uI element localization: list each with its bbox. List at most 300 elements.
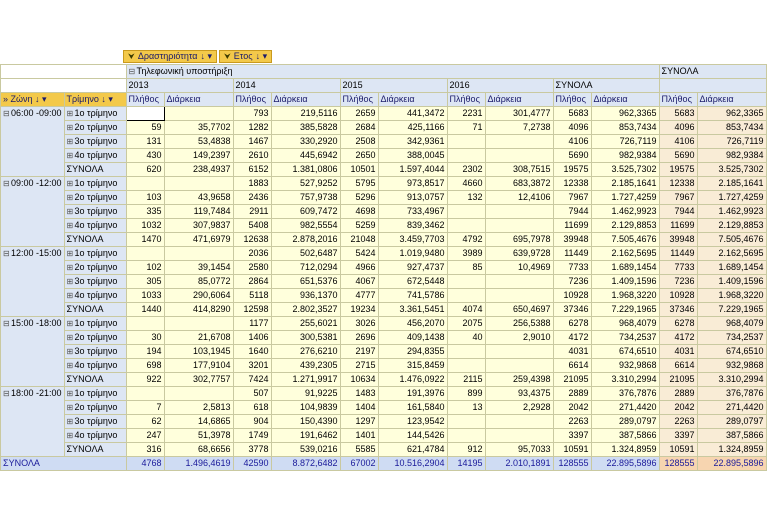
value-cell[interactable] [485,345,553,359]
value-cell[interactable]: 1.381,0806 [271,163,340,177]
value-cell[interactable]: 2042 [659,401,697,415]
value-cell[interactable]: 53,4838 [164,135,233,149]
value-cell[interactable]: 439,2305 [271,359,340,373]
value-cell[interactable]: 238,4937 [164,163,233,177]
value-cell[interactable]: 7.229,1965 [697,303,766,317]
grand-total-cell[interactable]: 2.010,1891 [485,457,553,471]
value-cell[interactable]: 621,4784 [378,443,447,457]
value-cell[interactable]: 103,1945 [164,345,233,359]
value-cell[interactable]: 936,1370 [271,289,340,303]
value-cell[interactable] [485,219,553,233]
value-cell[interactable]: 2580 [233,261,271,275]
value-cell[interactable]: 12598 [233,303,271,317]
value-cell[interactable]: 150,4390 [271,415,340,429]
value-cell[interactable]: 4106 [553,135,591,149]
value-cell[interactable]: 305 [126,275,164,289]
value-cell[interactable]: 7944 [659,205,697,219]
value-cell[interactable]: 5118 [233,289,271,303]
value-cell[interactable]: 3201 [233,359,271,373]
value-cell[interactable]: 11699 [659,219,697,233]
value-cell[interactable] [485,359,553,373]
value-cell[interactable]: 10591 [553,443,591,457]
value-cell[interactable]: 308,7515 [485,163,553,177]
quarter-label[interactable] [64,359,126,373]
value-cell[interactable]: 1.324,8959 [591,443,659,457]
value-cell[interactable]: 1033 [126,289,164,303]
value-cell[interactable]: 4106 [659,135,697,149]
value-cell[interactable]: 11449 [553,247,591,261]
value-cell[interactable]: 161,5840 [378,401,447,415]
value-cell[interactable]: 21,6708 [164,331,233,345]
value-cell[interactable] [126,387,164,401]
value-cell[interactable]: 12,4106 [485,191,553,205]
value-cell[interactable] [447,219,485,233]
expand-icon[interactable]: ⊞ [66,361,74,370]
value-cell[interactable]: 912 [447,443,485,457]
value-cell[interactable]: 683,3872 [485,177,553,191]
value-cell[interactable]: 4172 [553,331,591,345]
value-cell[interactable]: 388,0045 [378,149,447,163]
value-cell[interactable]: 21095 [553,373,591,387]
value-cell[interactable]: 2,5813 [164,401,233,415]
value-cell[interactable]: 733,4967 [378,205,447,219]
value-cell[interactable]: 409,1438 [378,331,447,345]
value-cell[interactable]: 3.525,7302 [697,163,766,177]
expand-icon[interactable]: ⊞ [66,277,74,286]
value-cell[interactable] [126,317,164,331]
value-cell[interactable]: 2.129,8853 [591,219,659,233]
value-cell[interactable]: 7733 [659,261,697,275]
grand-total-cell[interactable]: 22.895,5896 [697,457,766,471]
expand-icon[interactable]: ⊞ [66,151,74,160]
expand-icon[interactable]: ⊞ [66,179,74,188]
value-cell[interactable]: 2302 [447,163,485,177]
value-cell[interactable]: 219,5116 [271,107,340,121]
value-cell[interactable]: 2075 [447,317,485,331]
value-cell[interactable]: 698 [126,359,164,373]
value-cell[interactable]: 1032 [126,219,164,233]
value-cell[interactable]: 43,9658 [164,191,233,205]
value-cell[interactable]: 300,5381 [271,331,340,345]
value-cell[interactable]: 5296 [340,191,378,205]
value-cell[interactable]: 2508 [340,135,378,149]
expand-icon[interactable]: ⊞ [66,263,74,272]
value-cell[interactable]: 177,9104 [164,359,233,373]
quarter-label[interactable] [64,149,126,163]
value-cell[interactable]: 639,9728 [485,247,553,261]
grand-total-cell[interactable]: 14195 [447,457,485,471]
value-cell[interactable]: 387,5866 [697,429,766,443]
value-cell[interactable]: 2263 [659,415,697,429]
value-cell[interactable]: 1282 [233,121,271,135]
value-cell[interactable]: 5424 [340,247,378,261]
value-cell[interactable]: 19575 [553,163,591,177]
value-cell[interactable]: 7944 [553,205,591,219]
value-cell[interactable]: 734,2537 [697,331,766,345]
grand-total-cell[interactable]: 8.872,6482 [271,457,340,471]
value-cell[interactable]: 1.727,4259 [697,191,766,205]
value-cell[interactable]: 471,6979 [164,233,233,247]
filter-field-year[interactable] [219,50,272,63]
value-cell[interactable]: 289,0797 [697,415,766,429]
grand-total-cell[interactable]: 128555 [659,457,697,471]
value-cell[interactable] [447,359,485,373]
value-cell[interactable]: 302,7757 [164,373,233,387]
quarter-label[interactable] [64,387,126,401]
value-cell[interactable]: 10591 [659,443,697,457]
value-cell[interactable]: 968,4079 [591,317,659,331]
value-cell[interactable]: 342,9361 [378,135,447,149]
value-cell[interactable]: 59 [126,121,164,135]
collapse-icon[interactable]: ⊟ [3,109,10,118]
value-cell[interactable]: 10501 [340,163,378,177]
value-cell[interactable]: 387,5866 [591,429,659,443]
value-cell[interactable]: 103 [126,191,164,205]
collapse-icon[interactable]: ⊟ [3,389,10,398]
value-cell[interactable]: 7.505,4676 [697,233,766,247]
quarter-label[interactable] [64,107,126,121]
value-cell[interactable]: 315,8459 [378,359,447,373]
value-cell[interactable]: 968,4079 [697,317,766,331]
value-cell[interactable] [164,247,233,261]
value-cell[interactable] [126,247,164,261]
zone-label[interactable] [1,177,65,247]
value-cell[interactable]: 2231 [447,107,485,121]
value-cell[interactable] [485,149,553,163]
value-cell[interactable]: 507 [233,387,271,401]
value-cell[interactable]: 5683 [553,107,591,121]
quarter-label[interactable] [64,177,126,191]
value-cell[interactable]: 973,8517 [378,177,447,191]
value-cell[interactable]: 104,9839 [271,401,340,415]
value-cell[interactable]: 39948 [553,233,591,247]
value-cell[interactable]: 85 [447,261,485,275]
value-cell[interactable]: 255,6021 [271,317,340,331]
value-cell[interactable]: 294,8355 [378,345,447,359]
value-cell[interactable]: 301,4777 [485,107,553,121]
value-cell[interactable]: 853,7434 [591,121,659,135]
quarter-label[interactable] [64,121,126,135]
value-cell[interactable]: 5795 [340,177,378,191]
value-cell[interactable]: 7,2738 [485,121,553,135]
value-cell[interactable]: 7236 [659,275,697,289]
value-cell[interactable]: 7.229,1965 [591,303,659,317]
value-cell[interactable]: 441,3472 [378,107,447,121]
value-cell[interactable]: 93,4375 [485,387,553,401]
value-cell[interactable]: 757,9738 [271,191,340,205]
value-cell[interactable]: 932,9868 [591,359,659,373]
value-cell[interactable] [447,275,485,289]
zone-label[interactable] [1,247,65,317]
value-cell[interactable]: 5259 [340,219,378,233]
quarter-label[interactable] [64,289,126,303]
quarter-label[interactable] [64,205,126,219]
value-cell[interactable]: 10634 [340,373,378,387]
value-cell[interactable]: 4067 [340,275,378,289]
value-cell[interactable]: 5683 [659,107,697,121]
value-cell[interactable]: 3.310,2994 [591,373,659,387]
expand-icon[interactable]: ⊞ [66,109,74,118]
value-cell[interactable]: 7.505,4676 [591,233,659,247]
grand-total-cell[interactable]: 1.496,4619 [164,457,233,471]
value-cell[interactable]: 932,9868 [697,359,766,373]
value-cell[interactable]: 1.409,1596 [591,275,659,289]
value-cell[interactable]: 539,0216 [271,443,340,457]
expand-icon[interactable]: ⊞ [66,249,74,258]
value-cell[interactable]: 456,2070 [378,317,447,331]
zone-label[interactable] [1,317,65,387]
value-cell[interactable]: 19575 [659,163,697,177]
value-cell[interactable] [485,205,553,219]
value-cell[interactable]: 376,7876 [591,387,659,401]
value-cell[interactable] [485,415,553,429]
expand-icon[interactable]: ⊞ [66,347,74,356]
value-cell[interactable]: 7967 [659,191,697,205]
value-cell[interactable]: 2715 [340,359,378,373]
value-cell[interactable]: 39948 [659,233,697,247]
value-cell[interactable]: 1483 [340,387,378,401]
value-cell[interactable]: 927,4737 [378,261,447,275]
expand-icon[interactable]: ⊞ [66,417,74,426]
value-cell[interactable]: 2659 [340,107,378,121]
value-cell[interactable]: 899 [447,387,485,401]
value-cell[interactable]: 1.462,9923 [697,205,766,219]
value-cell[interactable]: 1.689,1454 [697,261,766,275]
value-cell[interactable]: 2.185,1641 [697,177,766,191]
value-cell[interactable]: 1.462,9923 [591,205,659,219]
value-cell[interactable]: 1.968,3220 [697,289,766,303]
expand-icon[interactable]: ⊞ [66,291,74,300]
value-cell[interactable]: 10928 [659,289,697,303]
value-cell[interactable]: 68,6656 [164,443,233,457]
quarter-label[interactable] [64,345,126,359]
quarter-label[interactable] [64,191,126,205]
quarter-label[interactable] [64,401,126,415]
value-cell[interactable]: 5408 [233,219,271,233]
value-cell[interactable]: 2.185,1641 [591,177,659,191]
value-cell[interactable]: 2610 [233,149,271,163]
value-cell[interactable] [126,177,164,191]
expand-icon[interactable]: ⊞ [66,333,74,342]
quarter-label[interactable] [64,415,126,429]
value-cell[interactable]: 2696 [340,331,378,345]
value-cell[interactable]: 271,4420 [591,401,659,415]
value-cell[interactable]: 5585 [340,443,378,457]
value-cell[interactable] [126,107,164,121]
value-cell[interactable] [447,205,485,219]
value-cell[interactable]: 527,9252 [271,177,340,191]
value-cell[interactable]: 1470 [126,233,164,247]
value-cell[interactable]: 674,6510 [591,345,659,359]
expand-icon[interactable]: ⊞ [66,123,74,132]
value-cell[interactable]: 2036 [233,247,271,261]
value-cell[interactable]: 695,7978 [485,233,553,247]
value-cell[interactable]: 6614 [659,359,697,373]
value-cell[interactable]: 1404 [340,401,378,415]
quarter-label[interactable] [64,219,126,233]
value-cell[interactable]: 1.476,0922 [378,373,447,387]
value-cell[interactable]: 119,7484 [164,205,233,219]
value-cell[interactable]: 445,6942 [271,149,340,163]
value-cell[interactable]: 10928 [553,289,591,303]
value-cell[interactable]: 7424 [233,373,271,387]
value-cell[interactable]: 4031 [659,345,697,359]
row-field-quarter[interactable]: Τρίμηνο ↓ ▾ [64,93,126,107]
value-cell[interactable]: 904 [233,415,271,429]
value-cell[interactable]: 3989 [447,247,485,261]
value-cell[interactable] [485,275,553,289]
value-cell[interactable]: 85,0772 [164,275,233,289]
value-cell[interactable]: 191,6462 [271,429,340,443]
value-cell[interactable]: 5690 [659,149,697,163]
value-cell[interactable]: 4777 [340,289,378,303]
value-cell[interactable] [164,387,233,401]
value-cell[interactable]: 1883 [233,177,271,191]
value-cell[interactable]: 2197 [340,345,378,359]
value-cell[interactable]: 962,3365 [591,107,659,121]
value-cell[interactable]: 10,4969 [485,261,553,275]
value-cell[interactable]: 2889 [553,387,591,401]
value-cell[interactable]: 3.310,2994 [697,373,766,387]
value-cell[interactable]: 21095 [659,373,697,387]
value-cell[interactable]: 6278 [659,317,697,331]
value-cell[interactable]: 674,6510 [697,345,766,359]
quarter-label[interactable] [64,135,126,149]
value-cell[interactable] [447,429,485,443]
value-cell[interactable]: 51,3978 [164,429,233,443]
quarter-label[interactable] [64,275,126,289]
value-cell[interactable]: 4096 [659,121,697,135]
value-cell[interactable]: 1177 [233,317,271,331]
value-cell[interactable]: 726,7119 [697,135,766,149]
value-cell[interactable]: 3397 [659,429,697,443]
value-cell[interactable]: 2911 [233,205,271,219]
value-cell[interactable]: 1.271,9917 [271,373,340,387]
value-cell[interactable]: 30 [126,331,164,345]
value-cell[interactable]: 132 [447,191,485,205]
value-cell[interactable]: 5690 [553,149,591,163]
quarter-label[interactable] [64,317,126,331]
zone-label[interactable] [1,387,65,457]
value-cell[interactable]: 3778 [233,443,271,457]
year-header-2014[interactable]: 2014 [233,79,340,93]
value-cell[interactable]: 4660 [447,177,485,191]
value-cell[interactable]: 913,0757 [378,191,447,205]
value-cell[interactable]: 2864 [233,275,271,289]
value-cell[interactable]: 11699 [553,219,591,233]
expand-icon[interactable]: ⊞ [66,193,74,202]
sort-filter-icon[interactable]: ↓ ▾ [200,51,212,61]
value-cell[interactable]: 7 [126,401,164,415]
value-cell[interactable]: 1467 [233,135,271,149]
value-cell[interactable]: 316 [126,443,164,457]
value-cell[interactable]: 620 [126,163,164,177]
value-cell[interactable]: 35,7702 [164,121,233,135]
value-cell[interactable]: 14,6865 [164,415,233,429]
value-cell[interactable]: 290,6064 [164,289,233,303]
value-cell[interactable]: 259,4398 [485,373,553,387]
activity-header[interactable] [126,65,659,79]
value-cell[interactable]: 289,0797 [591,415,659,429]
value-cell[interactable] [164,317,233,331]
value-cell[interactable]: 502,6487 [271,247,340,261]
value-cell[interactable]: 12638 [233,233,271,247]
value-cell[interactable] [447,289,485,303]
value-cell[interactable]: 1401 [340,429,378,443]
value-cell[interactable]: 376,7876 [697,387,766,401]
value-cell[interactable]: 11449 [659,247,697,261]
value-cell[interactable]: 2,9010 [485,331,553,345]
value-cell[interactable]: 1.409,1596 [697,275,766,289]
value-cell[interactable]: 2.162,5695 [591,247,659,261]
value-cell[interactable]: 4792 [447,233,485,247]
zone-label[interactable] [1,107,65,177]
value-cell[interactable]: 793 [233,107,271,121]
quarter-label[interactable] [64,247,126,261]
value-cell[interactable]: 307,9837 [164,219,233,233]
value-cell[interactable]: 2263 [553,415,591,429]
value-cell[interactable]: 276,6210 [271,345,340,359]
value-cell[interactable]: 3026 [340,317,378,331]
expand-icon[interactable]: ⊞ [66,431,74,440]
value-cell[interactable]: 672,5448 [378,275,447,289]
value-cell[interactable]: 39,1454 [164,261,233,275]
grand-total-cell[interactable]: 4768 [126,457,164,471]
value-cell[interactable]: 962,3365 [697,107,766,121]
value-cell[interactable]: 1.324,8959 [697,443,766,457]
value-cell[interactable]: 4698 [340,205,378,219]
value-cell[interactable]: 618 [233,401,271,415]
value-cell[interactable]: 123,9542 [378,415,447,429]
value-cell[interactable]: 335 [126,205,164,219]
value-cell[interactable]: 922 [126,373,164,387]
value-cell[interactable]: 2115 [447,373,485,387]
value-cell[interactable]: 982,5554 [271,219,340,233]
value-cell[interactable]: 256,5388 [485,317,553,331]
value-cell[interactable]: 2684 [340,121,378,135]
value-cell[interactable]: 71 [447,121,485,135]
value-cell[interactable]: 7733 [553,261,591,275]
value-cell[interactable]: 1297 [340,415,378,429]
value-cell[interactable]: 3.361,5451 [378,303,447,317]
collapse-icon[interactable]: ⊟ [3,249,10,258]
value-cell[interactable]: 650,4697 [485,303,553,317]
expand-icon[interactable]: ⊞ [66,207,74,216]
row-field-zone[interactable]: » Ζώνη ↓ ▾ [1,93,65,107]
value-cell[interactable]: 982,9384 [697,149,766,163]
value-cell[interactable]: 2436 [233,191,271,205]
year-header-2015[interactable]: 2015 [340,79,447,93]
value-cell[interactable]: 6152 [233,163,271,177]
value-cell[interactable] [485,429,553,443]
value-cell[interactable]: 4172 [659,331,697,345]
value-cell[interactable]: 3.459,7703 [378,233,447,247]
value-cell[interactable]: 91,9225 [271,387,340,401]
value-cell[interactable]: 1.727,4259 [591,191,659,205]
value-cell[interactable]: 149,2397 [164,149,233,163]
value-cell[interactable] [447,149,485,163]
value-cell[interactable]: 1640 [233,345,271,359]
value-cell[interactable]: 191,3976 [378,387,447,401]
value-cell[interactable] [447,135,485,149]
value-cell[interactable] [164,107,233,121]
value-cell[interactable]: 19234 [340,303,378,317]
value-cell[interactable]: 430 [126,149,164,163]
value-cell[interactable]: 131 [126,135,164,149]
value-cell[interactable]: 609,7472 [271,205,340,219]
value-cell[interactable]: 62 [126,415,164,429]
value-cell[interactable]: 1.019,9480 [378,247,447,261]
